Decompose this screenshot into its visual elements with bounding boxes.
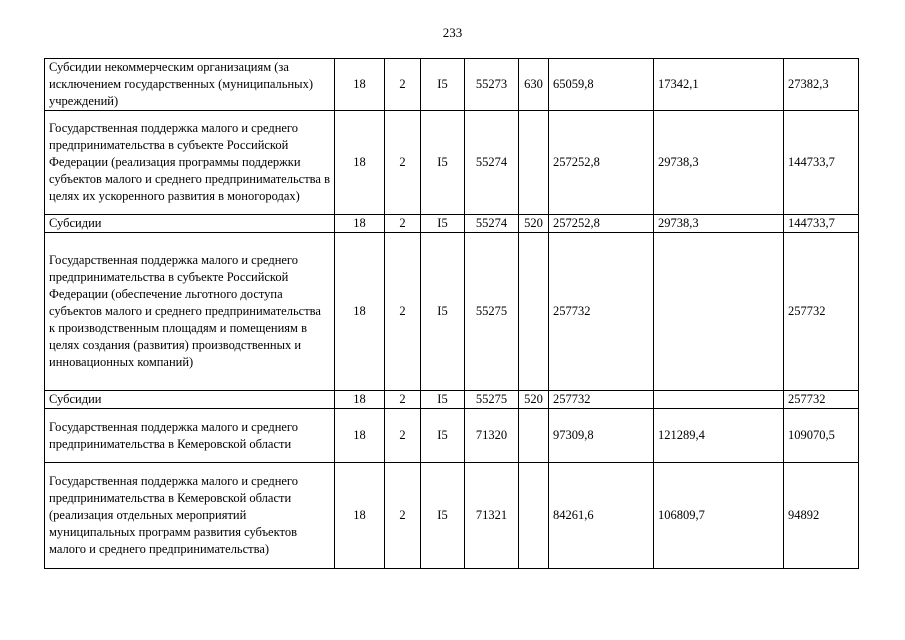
value-year-2: 17342,1 [654, 59, 784, 111]
table-row [45, 233, 859, 391]
value-year-2: 29738,3 [654, 215, 784, 233]
code-ministry: 18 [335, 409, 385, 463]
code-direction: 55275 [465, 391, 519, 409]
code-section: 2 [385, 409, 421, 463]
table-row [45, 409, 859, 463]
value-year-3: 144733,7 [784, 111, 859, 215]
value-year-1: 257252,8 [549, 111, 654, 215]
code-direction: 55273 [465, 59, 519, 111]
row-description: Субсидии [45, 215, 335, 233]
code-program: I5 [421, 59, 465, 111]
code-expense-type: 520 [519, 215, 549, 233]
code-direction: 55274 [465, 111, 519, 215]
table-row [45, 215, 859, 233]
code-ministry: 18 [335, 463, 385, 569]
code-section: 2 [385, 463, 421, 569]
row-description: Государственная поддержка малого и среднего предпринимательства в Кемеровской области (реализация отдельных мероприятий муниципальных программ развития субъектов малого и среднего предпринимательства) [45, 463, 335, 569]
value-year-3: 144733,7 [784, 215, 859, 233]
value-year-3: 94892 [784, 463, 859, 569]
table-row [45, 463, 859, 569]
code-section: 2 [385, 233, 421, 391]
code-program: I5 [421, 463, 465, 569]
code-section: 2 [385, 391, 421, 409]
code-expense-type [519, 111, 549, 215]
code-section: 2 [385, 215, 421, 233]
table-row [45, 391, 859, 409]
value-year-2: 29738,3 [654, 111, 784, 215]
value-year-1: 257732 [549, 391, 654, 409]
value-year-1: 257732 [549, 233, 654, 391]
value-year-2: 106809,7 [654, 463, 784, 569]
code-program: I5 [421, 409, 465, 463]
code-program: I5 [421, 233, 465, 391]
value-year-1: 65059,8 [549, 59, 654, 111]
row-description: Государственная поддержка малого и среднего предпринимательства в Кемеровской области [45, 409, 335, 463]
code-ministry: 18 [335, 391, 385, 409]
table-row [45, 111, 859, 215]
row-description: Государственная поддержка малого и среднего предпринимательства в субъекте Российской Федерации (обеспечение льготного доступа субъектов малого и среднего предпринимательства к производственным площадям и помещениям в целях создания (развития) производственных и инновационных компаний) [45, 233, 335, 391]
code-program: I5 [421, 111, 465, 215]
value-year-2 [654, 391, 784, 409]
code-expense-type [519, 463, 549, 569]
code-expense-type: 630 [519, 59, 549, 111]
value-year-2 [654, 233, 784, 391]
code-expense-type: 520 [519, 391, 549, 409]
code-expense-type [519, 233, 549, 391]
code-direction: 55274 [465, 215, 519, 233]
code-ministry: 18 [335, 111, 385, 215]
row-description: Субсидии [45, 391, 335, 409]
code-expense-type [519, 409, 549, 463]
value-year-3: 257732 [784, 233, 859, 391]
value-year-2: 121289,4 [654, 409, 784, 463]
code-ministry: 18 [335, 233, 385, 391]
value-year-3: 109070,5 [784, 409, 859, 463]
table-row [45, 59, 859, 111]
row-description: Субсидии некоммерческим организациям (за исключением государственных (муниципальных) учреждений) [45, 59, 335, 111]
code-ministry: 18 [335, 215, 385, 233]
value-year-3: 257732 [784, 391, 859, 409]
row-description: Государственная поддержка малого и среднего предпринимательства в субъекте Российской Федерации (реализация программы поддержки субъектов малого и среднего предпринимательства в целях их ускоренного развития в моногородах) [45, 111, 335, 215]
value-year-1: 97309,8 [549, 409, 654, 463]
code-direction: 71320 [465, 409, 519, 463]
value-year-1: 257252,8 [549, 215, 654, 233]
page-number: 233 [442, 25, 463, 40]
code-section: 2 [385, 59, 421, 111]
code-direction: 71321 [465, 463, 519, 569]
value-year-1: 84261,6 [549, 463, 654, 569]
code-ministry: 18 [335, 59, 385, 111]
code-direction: 55275 [465, 233, 519, 391]
budget-table [44, 58, 859, 569]
code-program: I5 [421, 391, 465, 409]
value-year-3: 27382,3 [784, 59, 859, 111]
code-program: I5 [421, 215, 465, 233]
code-section: 2 [385, 111, 421, 215]
